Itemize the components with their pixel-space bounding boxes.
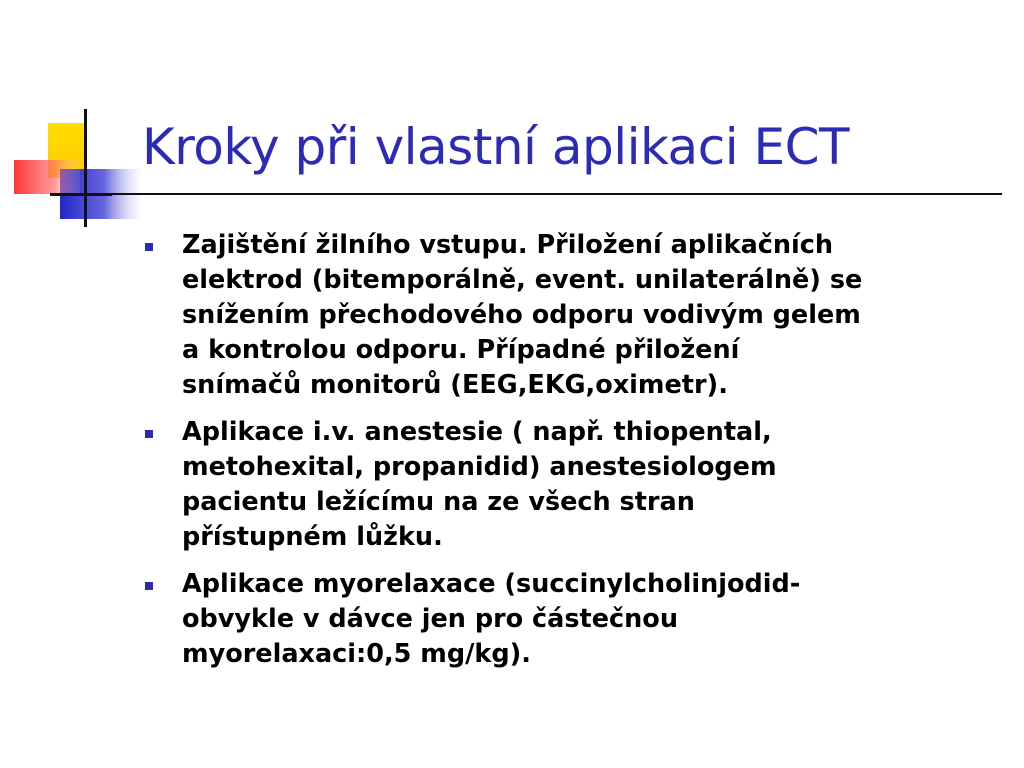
bullet-text: Aplikace myorelaxace (succinylcholinjodid- obvykle v dávce jen pro částečnou myorelaxaci:0,5 mg/kg). <box>182 569 801 669</box>
bullet-text: Zajištění žilního vstupu. Přiložení aplikačních elektrod (bitemporálně, event. unilaterálně) se snížením přechodového odporu vodivým gelem a kontrolou odporu. Případné přiložení snímačů monitorů (EEG,EKG,oximetr). <box>182 230 863 400</box>
bullet-item <box>140 567 1000 672</box>
slide-title: Kroky při vlastní aplikaci ECT <box>142 118 850 176</box>
square-bullet-icon <box>145 243 153 251</box>
title-divider <box>62 193 1002 195</box>
square-bullet-icon <box>145 430 153 438</box>
bullet-text: Aplikace i.v. anestesie ( např. thiopental, metohexital, propanidid) anestesiologem pacientu ležícímu na ze všech stran přístupném lůžku. <box>182 417 777 552</box>
slide-logo-icon <box>10 105 145 230</box>
bullet-item <box>140 415 1000 555</box>
bullet-item <box>140 228 1000 403</box>
square-bullet-icon <box>145 582 153 590</box>
bullet-list <box>140 228 1000 684</box>
